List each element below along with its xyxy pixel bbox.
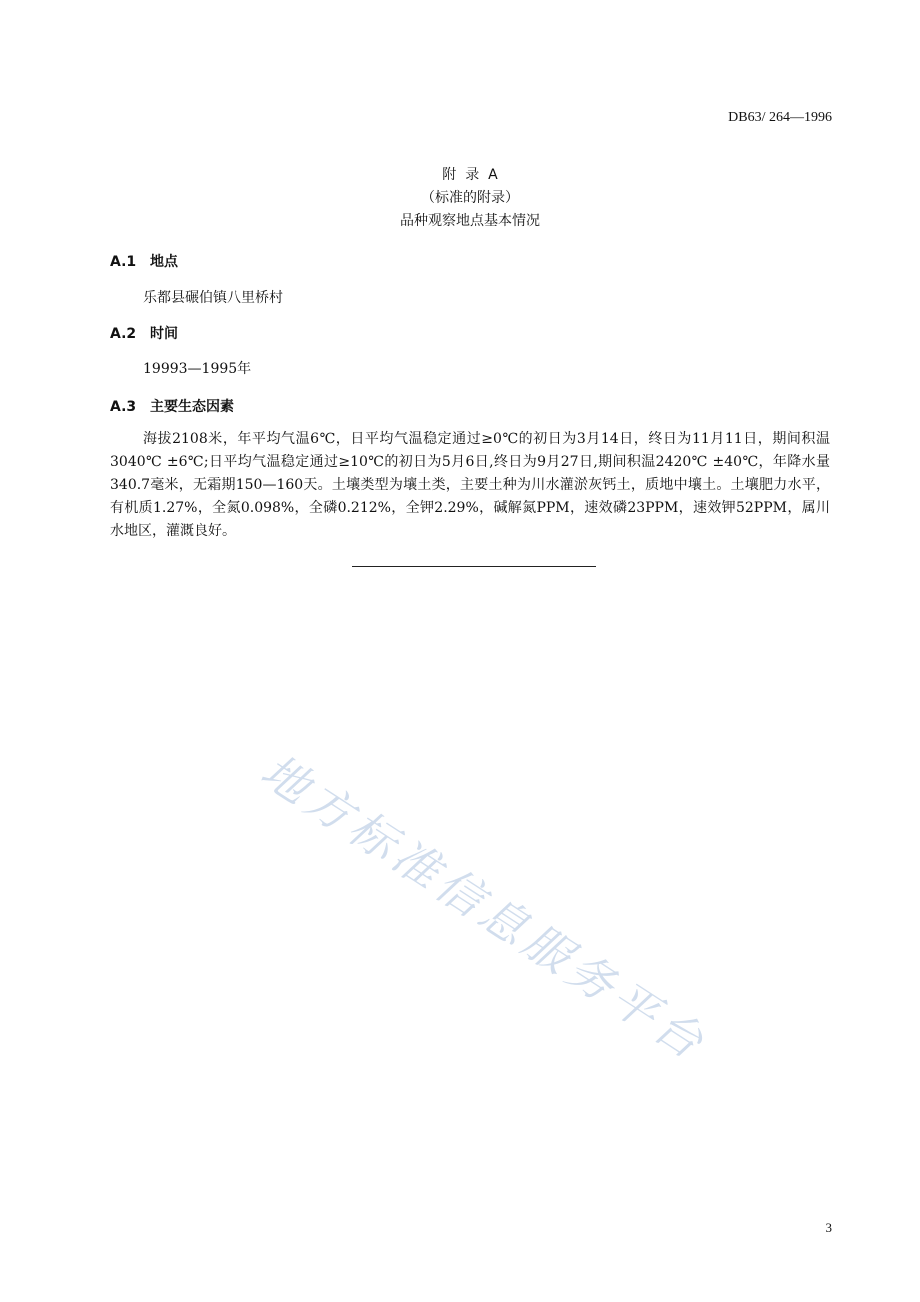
appendix-heading bbox=[0, 164, 920, 233]
watermark: 地方标准信息服务平台 bbox=[251, 743, 718, 1072]
section-number: A.3 bbox=[110, 399, 137, 415]
section-a2-title bbox=[110, 323, 178, 343]
section-a2-content: 19993—1995年 bbox=[143, 361, 252, 377]
section-number: A.1 bbox=[110, 254, 137, 270]
section-a1-title bbox=[110, 251, 178, 271]
appendix-name: 品种观察地点基本情况 bbox=[400, 213, 540, 229]
section-a3-content: 海拔2108米，年平均气温6℃，日平均气温稳定通过≥0℃的初日为3月14日，终日为11月11日，期间积温3040℃ ±6℃;日平均气温稳定通过≥10℃的初日为5月6日,终日为9月27日,期间积温2420℃ ±40℃，年降水量340.7毫米，无霜期150—160天。土壤类型为壤土类，主要土种为川水灌淤灰钙土，质地中壤土。土壤肥力水平，有机质1.27%，全氮0.098%，全磷0.212%，全钾2.29%，碱解氮PPM，速效磷23PPM，速效钾52PPM，属川水地区，灌溉良好。 bbox=[110, 431, 830, 539]
page-number: 3 bbox=[825, 1220, 832, 1235]
section-heading: 主要生态因素 bbox=[150, 399, 234, 415]
section-a3-title bbox=[110, 396, 234, 416]
appendix-title: 附 录 A bbox=[442, 167, 498, 183]
end-divider bbox=[352, 566, 596, 567]
section-a1-content: 乐都县碾伯镇八里桥村 bbox=[143, 290, 283, 306]
appendix-subtitle: （标准的附录） bbox=[421, 190, 519, 206]
standard-code: DB63/ 264—1996 bbox=[728, 110, 832, 125]
section-heading: 地点 bbox=[150, 254, 178, 270]
section-number: A.2 bbox=[110, 326, 137, 342]
section-heading: 时间 bbox=[150, 326, 178, 342]
